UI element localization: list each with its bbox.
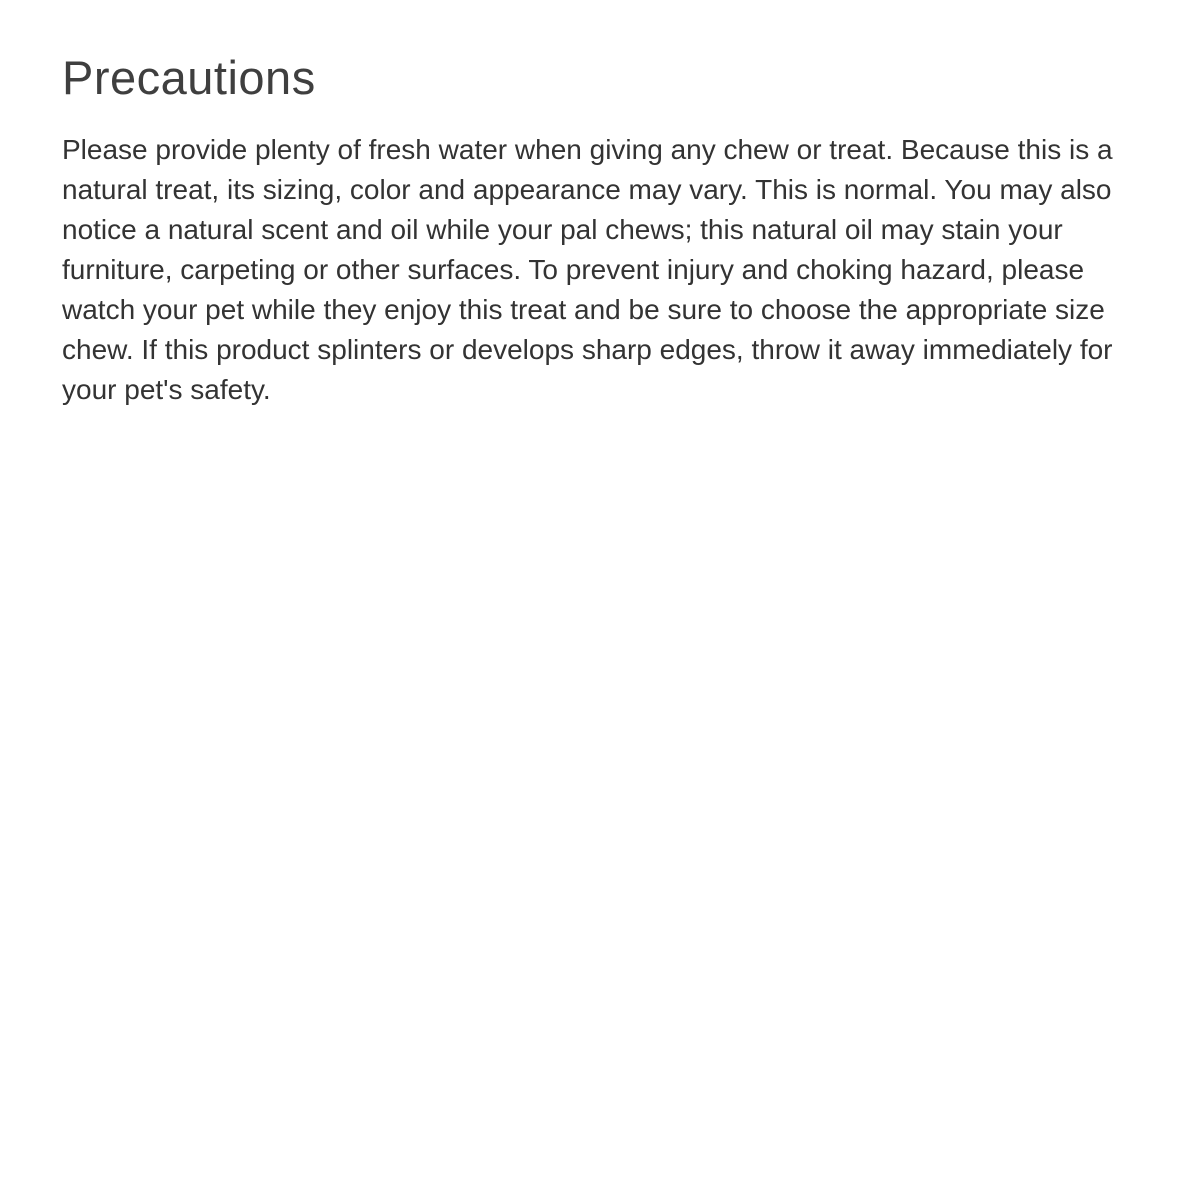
- section-title: Precautions: [62, 51, 316, 104]
- precautions-text: Please provide plenty of fresh water when giving any chew or treat. Because this is a natural treat, its sizing, color and appearance may vary. This is normal. You may also notice a natural scent and oil while your pal chews; this natural oil may stain your furniture, carpeting or other surfaces. To prevent injury and choking hazard, please watch your pet while they enjoy this treat and be sure to choose the appropriate size chew. If this product splinters or develops sharp edges, throw it away immediately for your pet's safety.: [62, 133, 1113, 405]
- precautions-section: [0, 0, 1200, 410]
